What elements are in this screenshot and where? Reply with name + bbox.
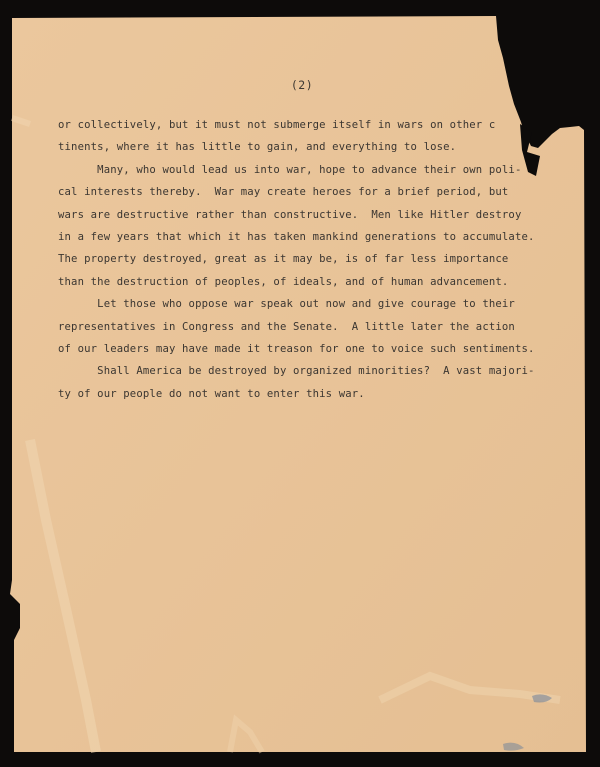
text-line: Shall America be destroyed by organized minorities? A vast majori-: [58, 365, 535, 378]
text-line: in a few years that which it has taken mankind generations to accumulate.: [58, 230, 535, 243]
text-line: or collectively, but it must not submerge itself in wars on other c: [58, 119, 496, 131]
text-line: ty of our people do not want to enter this war.: [58, 387, 365, 400]
text-line: wars are destructive rather than constructive. Men like Hitler destroy: [58, 208, 522, 221]
letter-body: [58, 114, 558, 405]
text-line: The property destroyed, great as it may be, is of far less importance: [58, 253, 509, 266]
text-line: representatives in Congress and the Senate. A little later the action: [58, 320, 515, 333]
page-number: (2): [290, 78, 314, 92]
text-line: than the destruction of peoples, of ideals, and of human advancement.: [58, 275, 509, 288]
text-line: Many, who would lead us into war, hope to advance their own poli-: [58, 163, 522, 176]
text-line: tinents, where it has little to gain, and everything to lose.: [58, 141, 457, 154]
text-line: cal interests thereby. War may create heroes for a brief period, but: [58, 186, 509, 199]
text-line: Let those who oppose war speak out now and give courage to their: [58, 298, 515, 311]
text-line: of our leaders may have made it treason for one to voice such sentiments.: [58, 342, 535, 355]
